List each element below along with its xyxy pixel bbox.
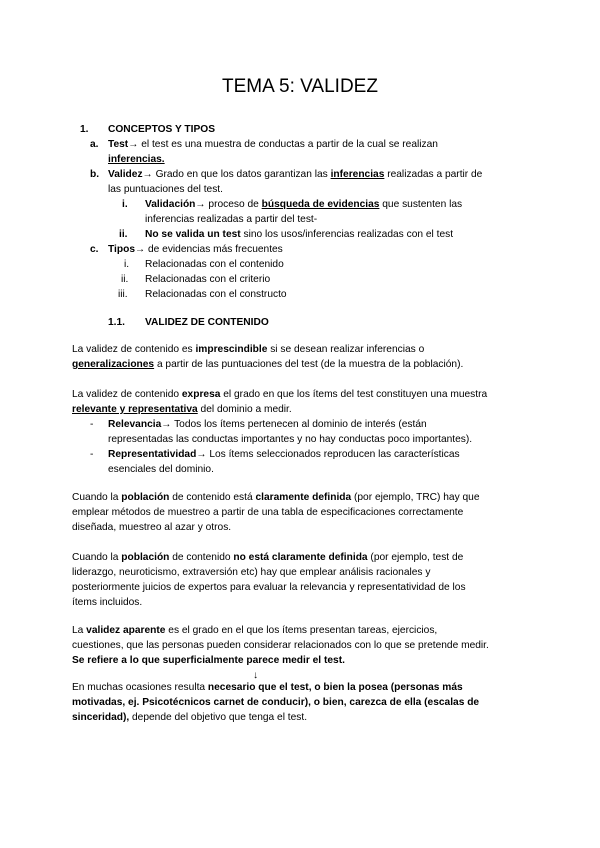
term-test: Test <box>108 139 129 150</box>
item-no-se-valida <box>145 227 453 242</box>
term-validez: Validez <box>108 169 143 180</box>
term-relevancia: Relevancia <box>108 419 162 430</box>
list-label-c: c. <box>90 244 99 255</box>
p3-text: Cuando la <box>72 492 122 503</box>
list-label-i: i. <box>122 199 128 210</box>
bullet-representatividad <box>108 447 460 462</box>
item-validez-text: → Grado en que los datos garantizan las <box>142 169 331 180</box>
paragraph-3-line2: emplear métodos de muestreo a partir de una tabla de especificaciones correctamente <box>72 507 464 518</box>
item-no-se-valida-text: sino los usos/inferencias realizadas con el test <box>240 229 454 240</box>
list-label: iii. <box>118 289 128 300</box>
item-test-keyword: inferencias. <box>108 154 165 165</box>
bullet-dash: - <box>90 419 94 430</box>
p1-bold: imprescindible <box>195 344 268 355</box>
p2-text: La validez de contenido <box>72 389 182 400</box>
paragraph-3-line3: diseñada, muestreo al azar y otros. <box>72 522 232 533</box>
item-validacion-text: → proceso de <box>195 199 262 210</box>
p6-bold-2: sinceridad), <box>72 712 130 723</box>
item-validacion-text-b: que sustenten las <box>379 199 463 210</box>
p3-text-3: (por ejemplo, TRC) hay que <box>351 492 480 503</box>
list-item: Relacionadas con el contenido <box>145 259 284 270</box>
subsection-heading: VALIDEZ DE CONTENIDO <box>145 317 269 328</box>
item-validez <box>108 167 482 182</box>
list-label: i. <box>124 259 130 270</box>
item-test-text: → el test es una muestra de conductas a partir de la cual se realizan <box>128 139 438 150</box>
p3-text-2: de contenido está <box>169 492 256 503</box>
item-test <box>108 137 438 152</box>
bullet-dash: - <box>90 449 94 460</box>
p1-text: La validez de contenido es <box>72 344 196 355</box>
bullet-text: → Todos los ítems pertenecen al dominio de interés (están <box>161 419 427 430</box>
paragraph-5-line2: cuestiones, que las personas pueden considerar relacionados con lo que se pretende medir. <box>72 640 489 651</box>
bullet-text: → Los ítems seleccionados reproducen las características <box>196 449 460 460</box>
p3-bold: población <box>121 492 170 503</box>
paragraph-4-line4: ítems incluidos. <box>72 597 143 608</box>
p2-underlined: relevante y representativa <box>72 404 198 415</box>
p4-text: Cuando la <box>72 552 122 563</box>
p1-text-2: si se desean realizar inferencias o <box>267 344 425 355</box>
paragraph-3-line1 <box>72 490 480 505</box>
paragraph-6-line3 <box>72 710 307 725</box>
p4-bold: población <box>121 552 170 563</box>
p2-bold: expresa <box>181 389 221 400</box>
p5-text: La <box>72 625 87 636</box>
list-label: ii. <box>121 274 129 285</box>
bullet-representatividad-line2: esenciales del dominio. <box>108 464 214 475</box>
item-validacion-line2: inferencias realizadas a partir del test- <box>145 214 318 225</box>
p6-text-3: depende del objetivo que tenga el test. <box>129 712 308 723</box>
item-validacion <box>145 197 462 212</box>
item-validez-line2: las puntuaciones del test. <box>108 184 223 195</box>
paragraph-4-line3: posteriormente juicios de expertos para evaluar la relevancia y representatividad de los <box>72 582 466 593</box>
keyword-inferencias: inferencias <box>330 169 385 180</box>
list-label-b: b. <box>90 169 100 180</box>
bullet-relevancia <box>108 417 427 432</box>
page-title: TEMA 5: VALIDEZ <box>222 76 378 97</box>
p4-bold-2: no está claramente definida <box>233 552 368 563</box>
p2-text-2: el grado en que los ítems del test constituyen una muestra <box>220 389 488 400</box>
section-number: 1. <box>80 124 89 135</box>
p1-underlined: generalizaciones <box>72 359 155 370</box>
p2-text-3: del dominio a medir. <box>197 404 292 415</box>
term-representatividad: Representatividad <box>108 449 197 460</box>
paragraph-1-line2 <box>72 357 463 372</box>
paragraph-2-line1 <box>72 387 487 402</box>
paragraph-4-line1 <box>72 550 463 565</box>
p5-bold: validez aparente <box>86 625 166 636</box>
list-label-ii: ii. <box>119 229 128 240</box>
paragraph-6-line1 <box>72 680 463 695</box>
section-heading: CONCEPTOS Y TIPOS <box>108 124 215 135</box>
paragraph-6-line2: motivadas, ej. Psicotécnicos carnet de conducir), o bien, carezca de ella (escalas de <box>72 697 480 708</box>
item-tipos-text: → de evidencias más frecuentes <box>134 244 283 255</box>
list-label-a: a. <box>90 139 99 150</box>
p3-bold-2: claramente definida <box>255 492 352 503</box>
term-no-se-valida: No se valida un test <box>145 229 241 240</box>
bullet-relevancia-line2: representadas las conductas importantes y no hay conductas poco importantes). <box>108 434 473 445</box>
subsection-number: 1.1. <box>108 317 125 328</box>
item-tipos <box>108 242 283 257</box>
list-item: Relacionadas con el criterio <box>145 274 271 285</box>
p6-text: En muchas ocasiones resulta <box>72 682 208 693</box>
paragraph-1-line1 <box>72 342 424 357</box>
paragraph-5-line3: Se refiere a lo que superficialmente parece medir el test. <box>72 655 345 666</box>
p4-text-2: de contenido <box>169 552 234 563</box>
paragraph-4-line2: liderazgo, neuroticismo, extraversión etc) hay que emplear análisis racionales y <box>72 567 431 578</box>
keyword-busqueda: búsqueda de evidencias <box>261 199 380 210</box>
term-validacion: Validación <box>145 199 196 210</box>
list-item: Relacionadas con el constructo <box>145 289 287 300</box>
p4-text-3: (por ejemplo, test de <box>367 552 464 563</box>
down-arrow-icon: ↓ <box>253 670 259 681</box>
p5-text-2: es el grado en el que los ítems presentan tareas, ejercicios, <box>165 625 438 636</box>
p1-text-3: a partir de las puntuaciones del test (de la muestra de la población). <box>154 359 464 370</box>
term-tipos: Tipos <box>108 244 135 255</box>
p6-bold: necesario que el test, o bien la posea (personas más <box>207 682 463 693</box>
item-validez-text-b: realizadas a partir de <box>384 169 483 180</box>
paragraph-5-line1 <box>72 623 437 638</box>
paragraph-2-line2 <box>72 402 292 417</box>
